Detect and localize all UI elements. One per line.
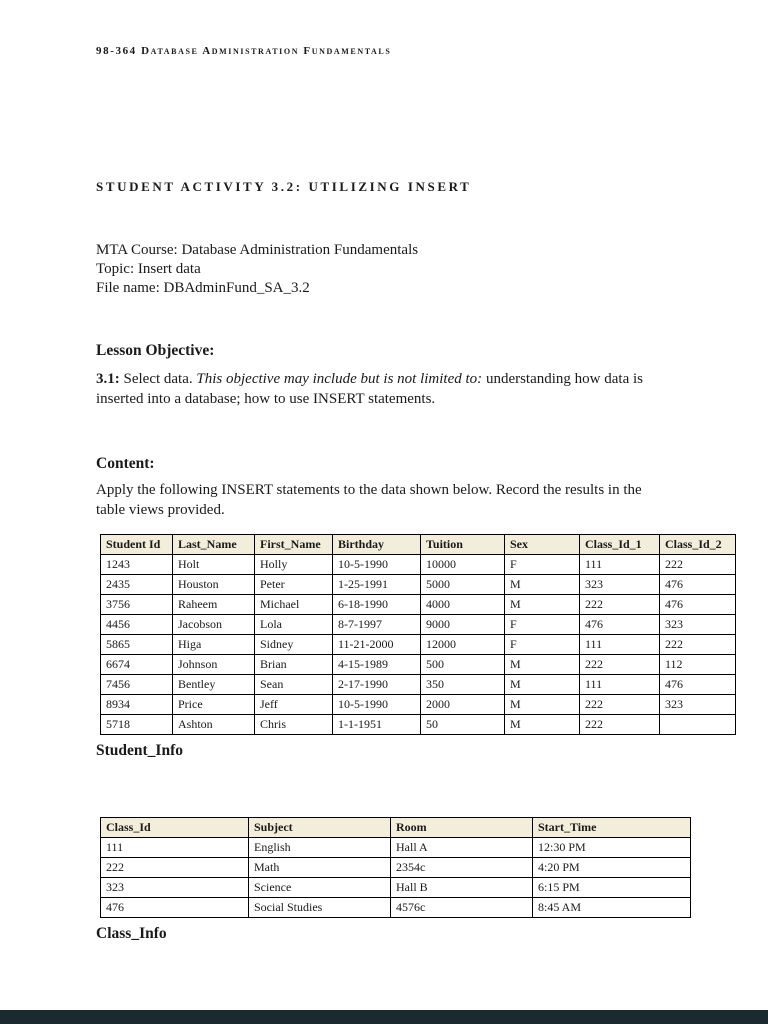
table-cell: 1-25-1991 bbox=[333, 575, 421, 595]
table-cell: 111 bbox=[101, 838, 249, 858]
table-cell: English bbox=[249, 838, 391, 858]
table-cell: 12000 bbox=[421, 635, 505, 655]
table-cell: F bbox=[505, 635, 580, 655]
table-cell: Bentley bbox=[173, 675, 255, 695]
table-cell: Chris bbox=[255, 715, 333, 735]
table-cell: 12:30 PM bbox=[533, 838, 691, 858]
table-cell: M bbox=[505, 575, 580, 595]
objective-lead: Select data. bbox=[119, 371, 197, 387]
objective-number: 3.1: bbox=[96, 371, 120, 387]
table-cell: Lola bbox=[255, 615, 333, 635]
table-cell: 500 bbox=[421, 655, 505, 675]
table-cell: M bbox=[505, 695, 580, 715]
table-cell: Holt bbox=[173, 555, 255, 575]
column-header: Class_Id_1 bbox=[580, 535, 660, 555]
table-cell: 222 bbox=[660, 635, 736, 655]
page-title: STUDENT ACTIVITY 3.2: UTILIZING INSERT bbox=[96, 179, 472, 194]
table-row bbox=[101, 575, 736, 595]
table-cell bbox=[660, 715, 736, 735]
meta-topic: Topic: Insert data bbox=[96, 261, 201, 277]
content-heading: Content: bbox=[96, 455, 155, 472]
table-cell: Johnson bbox=[173, 655, 255, 675]
column-header: Class_Id bbox=[101, 818, 249, 838]
table-cell: 6:15 PM bbox=[533, 878, 691, 898]
table-cell: 1243 bbox=[101, 555, 173, 575]
lesson-objective-text bbox=[96, 369, 674, 409]
table-cell: 476 bbox=[660, 595, 736, 615]
table-cell: F bbox=[505, 555, 580, 575]
viewer-bottom-bar bbox=[0, 1010, 768, 1024]
column-header: Start_Time bbox=[533, 818, 691, 838]
table-cell: 3756 bbox=[101, 595, 173, 615]
student-info-table bbox=[100, 534, 736, 735]
table-row bbox=[101, 878, 691, 898]
table-cell: M bbox=[505, 675, 580, 695]
meta-filename: File name: DBAdminFund_SA_3.2 bbox=[96, 280, 310, 296]
meta-course: MTA Course: Database Administration Fundamentals bbox=[96, 242, 419, 258]
table-cell: Higa bbox=[173, 635, 255, 655]
table-row bbox=[101, 898, 691, 918]
table-cell: 2435 bbox=[101, 575, 173, 595]
table-cell: Brian bbox=[255, 655, 333, 675]
table-cell: Sidney bbox=[255, 635, 333, 655]
table-cell: Science bbox=[249, 878, 391, 898]
table-cell: 111 bbox=[580, 555, 660, 575]
table-row bbox=[101, 695, 736, 715]
table-cell: 476 bbox=[101, 898, 249, 918]
table-cell: 476 bbox=[660, 575, 736, 595]
table-cell: 8-7-1997 bbox=[333, 615, 421, 635]
column-header: Room bbox=[391, 818, 533, 838]
table-cell: 112 bbox=[660, 655, 736, 675]
table-cell: 222 bbox=[580, 655, 660, 675]
table-cell: Jacobson bbox=[173, 615, 255, 635]
content-text: Apply the following INSERT statements to the data shown below. Record the results in the table views provided. bbox=[96, 482, 642, 518]
column-header: Tuition bbox=[421, 535, 505, 555]
class-info-table bbox=[100, 817, 691, 918]
table-cell: 323 bbox=[660, 615, 736, 635]
table-cell: 4000 bbox=[421, 595, 505, 615]
table-cell: 350 bbox=[421, 675, 505, 695]
table-cell: 476 bbox=[660, 675, 736, 695]
table-cell: 1-1-1951 bbox=[333, 715, 421, 735]
column-header: Last_Name bbox=[173, 535, 255, 555]
table-cell: Math bbox=[249, 858, 391, 878]
document-header: 98-364 Database Administration Fundamentals bbox=[96, 45, 392, 57]
table-cell: 111 bbox=[580, 635, 660, 655]
column-header: Subject bbox=[249, 818, 391, 838]
table-cell: 222 bbox=[580, 595, 660, 615]
column-header: Student Id bbox=[101, 535, 173, 555]
table-cell: 8:45 AM bbox=[533, 898, 691, 918]
objective-rest: understanding how data is inserted into a database; how to use INSERT statements. bbox=[96, 371, 643, 407]
table-cell: Ashton bbox=[173, 715, 255, 735]
table-cell: Peter bbox=[255, 575, 333, 595]
student-info-caption: Student_Info bbox=[96, 742, 183, 759]
table-cell: 50 bbox=[421, 715, 505, 735]
table-cell: Hall A bbox=[391, 838, 533, 858]
table-cell: 222 bbox=[101, 858, 249, 878]
column-header: Class_Id_2 bbox=[660, 535, 736, 555]
table-row bbox=[101, 675, 736, 695]
table-cell: 10000 bbox=[421, 555, 505, 575]
column-header: Sex bbox=[505, 535, 580, 555]
table-cell: 222 bbox=[580, 695, 660, 715]
table-row bbox=[101, 838, 691, 858]
table-cell: M bbox=[505, 595, 580, 615]
table-cell: 323 bbox=[660, 695, 736, 715]
table-cell: 4-15-1989 bbox=[333, 655, 421, 675]
table-cell: 10-5-1990 bbox=[333, 695, 421, 715]
table-cell: Price bbox=[173, 695, 255, 715]
table-cell: 4576c bbox=[391, 898, 533, 918]
table-row bbox=[101, 635, 736, 655]
table-cell: 5718 bbox=[101, 715, 173, 735]
table-cell: Social Studies bbox=[249, 898, 391, 918]
table-cell: Houston bbox=[173, 575, 255, 595]
table-cell: 476 bbox=[580, 615, 660, 635]
table-row bbox=[101, 615, 736, 635]
table-cell: 222 bbox=[580, 715, 660, 735]
class-info-caption: Class_Info bbox=[96, 925, 167, 942]
table-cell: F bbox=[505, 615, 580, 635]
table-cell: Holly bbox=[255, 555, 333, 575]
table-cell: 6674 bbox=[101, 655, 173, 675]
document-meta bbox=[96, 241, 672, 298]
table-cell: Sean bbox=[255, 675, 333, 695]
table-cell: 9000 bbox=[421, 615, 505, 635]
table-cell: Michael bbox=[255, 595, 333, 615]
table-row bbox=[101, 715, 736, 735]
table-cell: 5865 bbox=[101, 635, 173, 655]
table-cell: 11-21-2000 bbox=[333, 635, 421, 655]
column-header: First_Name bbox=[255, 535, 333, 555]
table-cell: Jeff bbox=[255, 695, 333, 715]
table-cell: 323 bbox=[101, 878, 249, 898]
table-cell: Hall B bbox=[391, 878, 533, 898]
table-cell: 5000 bbox=[421, 575, 505, 595]
table-cell: 2-17-1990 bbox=[333, 675, 421, 695]
table-cell: 222 bbox=[660, 555, 736, 575]
table-cell: M bbox=[505, 715, 580, 735]
table-cell: 10-5-1990 bbox=[333, 555, 421, 575]
table-cell: 6-18-1990 bbox=[333, 595, 421, 615]
table-cell: 323 bbox=[580, 575, 660, 595]
table-cell: 7456 bbox=[101, 675, 173, 695]
lesson-objective-heading: Lesson Objective: bbox=[96, 342, 215, 359]
table-cell: 4:20 PM bbox=[533, 858, 691, 878]
table-cell: 2000 bbox=[421, 695, 505, 715]
table-row bbox=[101, 555, 736, 575]
table-cell: 2354c bbox=[391, 858, 533, 878]
table-cell: 8934 bbox=[101, 695, 173, 715]
table-row bbox=[101, 858, 691, 878]
objective-italic: This objective may include but is not limited to: bbox=[196, 371, 486, 387]
table-cell: 4456 bbox=[101, 615, 173, 635]
table-cell: Raheem bbox=[173, 595, 255, 615]
table-cell: 111 bbox=[580, 675, 660, 695]
table-cell: M bbox=[505, 655, 580, 675]
table-row bbox=[101, 655, 736, 675]
column-header: Birthday bbox=[333, 535, 421, 555]
table-row bbox=[101, 595, 736, 615]
